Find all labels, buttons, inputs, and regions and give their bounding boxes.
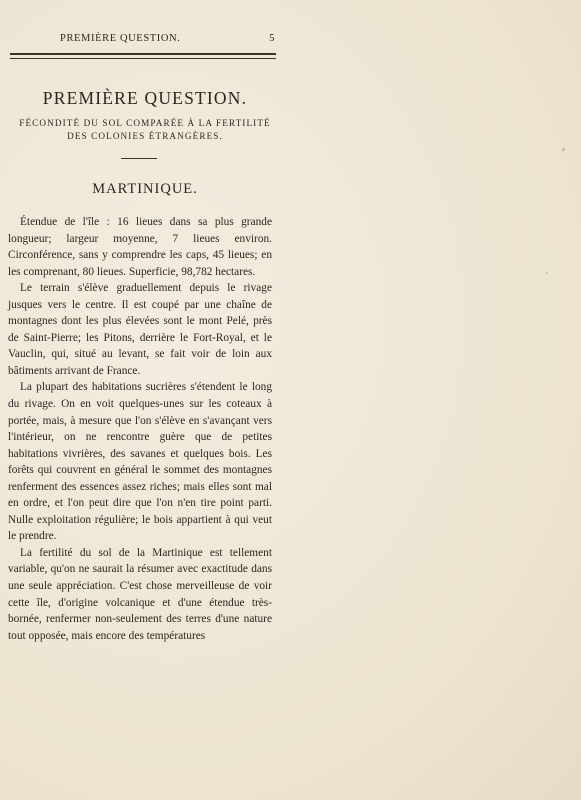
- chapter-subtitle-line: DES COLONIES ÉTRANGÈRES.: [67, 131, 223, 141]
- chapter-subtitle-line: FÉCONDITÉ DU SOL COMPARÉE À LA FERTILITÉ: [19, 118, 271, 128]
- chapter-title: PREMIÈRE QUESTION.: [42, 88, 248, 108]
- paragraph: La plupart des habitations sucrières s'étendent le long du rivage. On en voit quelques-unes sur les coteaux à portée, mais, à mesure que l'on s'élève en s'avançant vers l'intérieur, on ne rencontre guère que de petites habitations vivrières, des savanes et quelques bois. Les forêts qui couvrent en général le sommet des montagnes renferment des essences assez riches; mais elles sont mal en ordre, et l'on peut dire que l'on n'en tire point parti. Nulle exploitation régulière; le bois appartient à qui veut le prendre.: [8, 381, 272, 543]
- paper-fleck: [562, 148, 565, 151]
- chapter-subtitle: [10, 117, 280, 143]
- paper-fleck: [546, 272, 548, 274]
- header-rule-thick: [10, 53, 276, 55]
- paragraph: La fertilité du sol de la Martinique est tellement variable, qu'on ne saurait la résumer avec exactitude dans une seule appréciation. C'est chose merveilleuse de voir cette île, d'origine volcanique et d'une étendue très-bornée, renfermer non-seulement des terres d'une nature tout opposée, mais encore des températures: [8, 546, 272, 642]
- title-divider: [121, 158, 157, 159]
- paragraph: Étendue de l'île : 16 lieues dans sa plus grande longueur; largeur moyenne, 7 lieues environ. Circonférence, sans y comprendre les caps, 45 lieues; en les comprenant, 80 lieues. Superficie, 98,782 hectares.: [8, 216, 272, 278]
- running-head-title: PREMIÈRE QUESTION.: [60, 33, 181, 44]
- header-rule-thin: [10, 58, 276, 59]
- body-text: [8, 214, 272, 644]
- section-title: MARTINIQUE.: [92, 181, 198, 197]
- page-number: 5: [269, 33, 275, 44]
- paragraph: Le terrain s'élève graduellement depuis le rivage jusques vers le centre. Il est coupé par une chaîne de montagnes dont les plus élevées sont le mont Pelé, près de Saint-Pierre; les Pitons, derrière le Fort-Royal, et le Vauclin, qui, situé au levant, se fait voir de loin aux bâtiments arrivant de France.: [8, 282, 272, 377]
